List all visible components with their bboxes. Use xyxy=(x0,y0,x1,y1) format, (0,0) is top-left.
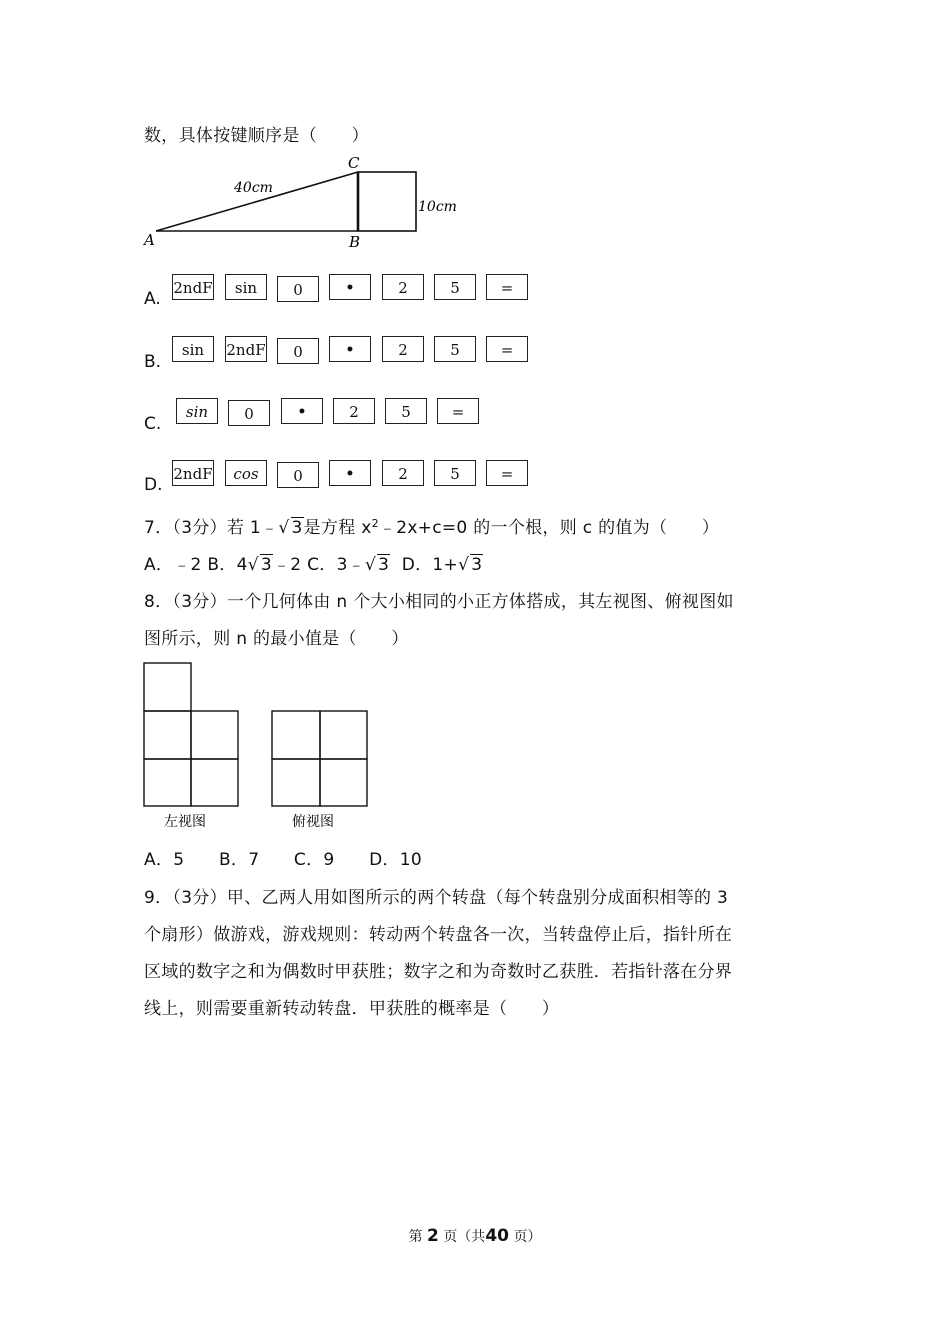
square-shape xyxy=(358,172,416,231)
key-dot: • xyxy=(329,336,371,362)
footer-middle: 页（共 xyxy=(443,1229,486,1245)
q6-triangle-figure xyxy=(140,152,470,252)
hypotenuse-label: 40cm xyxy=(234,180,273,196)
key-5: 5 xyxy=(385,398,427,424)
key-sin: sin xyxy=(225,274,267,300)
label-c: C xyxy=(348,154,360,172)
q8-views-figure xyxy=(140,658,380,836)
key-2: 2 xyxy=(333,398,375,424)
q6-option-c-label: C. xyxy=(144,414,162,434)
key-sin: sin xyxy=(176,398,218,424)
key-2: 2 xyxy=(382,336,424,362)
key-equals: = xyxy=(486,274,528,300)
q6-option-d-label: D. xyxy=(144,475,163,495)
q6-option-a-label: A. xyxy=(144,289,161,309)
label-b: B xyxy=(349,233,361,251)
key-2: 2 xyxy=(382,274,424,300)
key-cos: cos xyxy=(225,460,267,486)
footer-total-pages: 40 xyxy=(485,1226,509,1246)
key-5: 5 xyxy=(434,274,476,300)
footer-prefix: 第 xyxy=(408,1229,423,1245)
q6-option-b-label: B. xyxy=(144,352,162,372)
sqrt-expression: √ 3 xyxy=(365,555,390,575)
q8-question-line1: 8．（3分）一个几何体由 n 个大小相同的小正方体搭成，其左视图、俯视图如 xyxy=(144,592,734,612)
footer-page-number: 2 xyxy=(427,1226,439,1246)
key-dot: • xyxy=(329,274,371,300)
q9-question-line4: 线上，则需要重新转动转盘．甲获胜的概率是（ ） xyxy=(144,999,560,1019)
left-view-grid xyxy=(144,663,238,806)
key-dot: • xyxy=(281,398,323,424)
key-0: 0 xyxy=(277,462,319,488)
key-5: 5 xyxy=(434,460,476,486)
top-view-label: 俯视图 xyxy=(292,814,334,830)
key-2ndf: 2ndF xyxy=(172,274,214,300)
q9-question-line1: 9．（3分）甲、乙两人用如图所示的两个转盘（每个转盘别分成面积相等的 3 xyxy=(144,888,729,908)
side-label: 10cm xyxy=(418,199,457,215)
left-view-label: 左视图 xyxy=(164,814,206,830)
key-equals: = xyxy=(486,460,528,486)
q7-exponent: 2 xyxy=(371,517,379,530)
q7-option-a-b: A．﹣2 B．4 xyxy=(144,555,248,575)
key-dot: • xyxy=(329,460,371,486)
q8-options: A．5 B．7 C．9 D．10 xyxy=(144,850,423,870)
key-5: 5 xyxy=(434,336,476,362)
key-2: 2 xyxy=(382,460,424,486)
label-a: A xyxy=(144,231,155,249)
key-0: 0 xyxy=(277,338,319,364)
top-view-grid xyxy=(272,711,367,806)
q8-question-line2: 图所示，则 n 的最小值是（ ） xyxy=(144,629,409,649)
page-footer xyxy=(0,1226,950,1247)
q7-suffix: ﹣2x+c=0 的一个根，则 c 的值为（ ） xyxy=(378,518,720,538)
q7-options xyxy=(144,553,483,577)
key-0: 0 xyxy=(228,400,270,426)
key-2ndf: 2ndF xyxy=(225,336,267,362)
sqrt-expression: √ 3 xyxy=(247,555,272,575)
q7-middle: 是方程 x xyxy=(303,518,372,538)
key-equals: = xyxy=(437,398,479,424)
q7-prefix: 7．（3分）若 1﹣ xyxy=(144,518,279,538)
key-equals: = xyxy=(486,336,528,362)
q7-option-b-c: ﹣2 C．3﹣ xyxy=(273,555,366,575)
key-0: 0 xyxy=(277,276,319,302)
sqrt-expression: √ 3 xyxy=(278,518,303,538)
sqrt-expression: √ 3 xyxy=(458,555,483,575)
footer-suffix: 页） xyxy=(513,1229,542,1245)
q7-question xyxy=(144,516,719,540)
key-sin: sin xyxy=(172,336,214,362)
q9-question-line3: 区域的数字之和为偶数时甲获胜；数字之和为奇数时乙获胜．若指针落在分界 xyxy=(144,962,733,982)
q9-question-line2: 个扇形）做游戏，游戏规则：转动两个转盘各一次，当转盘停止后，指针所在 xyxy=(144,925,733,945)
key-2ndf: 2ndF xyxy=(172,460,214,486)
q6-question-tail: 数，具体按键顺序是（ ） xyxy=(144,126,369,146)
q7-option-d: D．1+ xyxy=(401,555,459,575)
